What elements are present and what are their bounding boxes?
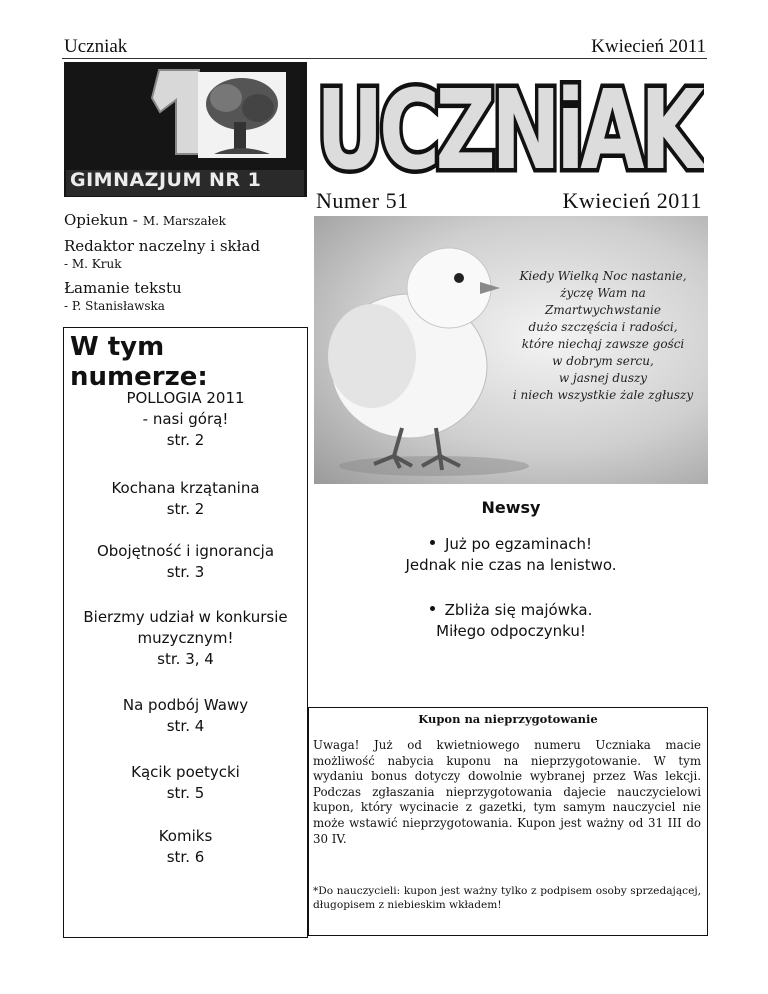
contents-item-title: Kącik poetycki xyxy=(131,763,240,781)
credit-supervisor xyxy=(64,210,226,229)
issue-date: Kwiecień 2011 xyxy=(562,188,702,213)
greeting-line: życzę Wam na xyxy=(560,286,646,300)
contents-box xyxy=(63,327,308,938)
contents-item-title: Obojętność i ignorancja xyxy=(96,542,275,560)
greeting-line: i niech wszystkie żale zgłuszy xyxy=(512,388,694,402)
credit-label: Opiekun - xyxy=(64,211,138,229)
news-headline: Już po egzaminach! xyxy=(444,535,593,553)
contents-item-subtitle: muzycznym! xyxy=(137,629,234,647)
coupon-body: Uwaga! Już od kwietniowego numeru Uczniaka macie możliwość nabycia kuponu na nieprzygotowanie. W tym wydaniu bonus dotyczy dowolnie wybranej przez Was lekcji. Podczas zgłaszania nieprzygotowania dajecie nauczycielowi kupon, który wycinacie z gazetki, tym samym nauczyciel nie może wstawić nieprzygotowania. Kupon jest ważny od 31 III do 30 IV. xyxy=(313,738,701,846)
coupon-box xyxy=(308,707,708,936)
contents-item-title: POLLOGIA 2011 xyxy=(126,389,245,407)
contents-item-title: Na podbój Wawy xyxy=(122,696,249,714)
contents-item-page: str. 2 xyxy=(166,431,205,449)
running-header-date: Kwiecień 2011 xyxy=(591,36,706,57)
credit-layout-label: Łamanie tekstu xyxy=(64,279,182,297)
greeting-line: w dobrym sercu, xyxy=(552,354,654,368)
contents-item[interactable] xyxy=(64,762,307,804)
easter-greeting xyxy=(504,268,702,404)
contents-title: W tym numerze: xyxy=(70,332,208,392)
greeting-line: w jasnej duszy xyxy=(558,371,648,385)
contents-item[interactable] xyxy=(64,826,307,868)
running-header-title: Uczniak xyxy=(64,36,128,57)
news-detail: Miłego odpoczynku! xyxy=(436,622,586,640)
masthead-graffiti xyxy=(312,60,704,188)
contents-item-title: Komiks xyxy=(158,827,213,845)
contents-item[interactable] xyxy=(64,695,307,737)
contents-item[interactable] xyxy=(64,388,307,451)
contents-item-page: str. 3 xyxy=(166,563,205,581)
news-item xyxy=(314,534,708,576)
contents-item-page: str. 2 xyxy=(166,500,205,518)
coupon-note: *Do nauczycieli: kupon jest ważny tylko z podpisem osoby sprzedającej, długopisem z niebieskim wkładem! xyxy=(313,885,701,911)
credit-editor-label: Redaktor naczelny i skład xyxy=(64,237,261,255)
contents-item-page: str. 6 xyxy=(166,848,205,866)
credit-name: M. Marszałek xyxy=(142,214,226,228)
logo-caption: GIMNAZJUM NR 1 xyxy=(70,169,262,191)
contents-item-subtitle: - nasi górą! xyxy=(142,410,229,428)
header-rule xyxy=(62,58,707,59)
school-logo xyxy=(64,62,307,197)
news-detail: Jednak nie czas na lenistwo. xyxy=(405,556,617,574)
greeting-line: które niechaj zawsze gości xyxy=(521,337,685,351)
news-title: Newsy xyxy=(481,498,541,517)
contents-item-title: Bierzmy udział w konkursie xyxy=(83,608,288,626)
greeting-line: Kiedy Wielką Noc nastanie, xyxy=(519,269,687,283)
masthead-text: UCZNiAK xyxy=(316,66,704,188)
contents-item-page: str. 5 xyxy=(166,784,205,802)
greeting-line: Zmartwychwstanie xyxy=(544,303,661,317)
easter-photo xyxy=(314,216,708,484)
contents-item[interactable] xyxy=(64,478,307,520)
contents-item[interactable] xyxy=(64,607,307,670)
contents-item-page: str. 3, 4 xyxy=(157,650,214,668)
contents-item[interactable] xyxy=(64,541,307,583)
news-headline: Zbliża się majówka. xyxy=(444,601,593,619)
credit-layout-name: - P. Stanisławska xyxy=(64,299,165,313)
bullet-icon xyxy=(430,540,435,545)
greeting-line: dużo szczęścia i radości, xyxy=(528,320,678,334)
bullet-icon xyxy=(430,606,435,611)
credit-editor-name: - M. Kruk xyxy=(64,257,122,271)
news-item xyxy=(314,600,708,642)
contents-item-page: str. 4 xyxy=(166,717,205,735)
contents-item-title: Kochana krzątanina xyxy=(111,479,260,497)
issue-number: Numer 51 xyxy=(316,188,409,213)
masthead-title xyxy=(312,60,704,188)
coupon-title: Kupon na nieprzygotowanie xyxy=(418,712,598,726)
